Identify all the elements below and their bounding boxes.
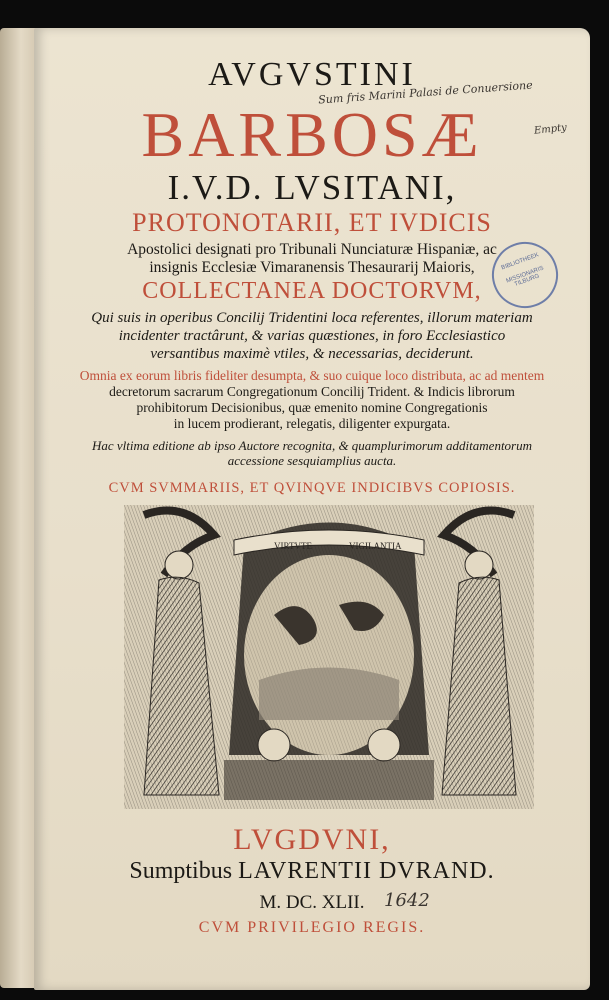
body-line: Omnia ex eorum libris fideliter desumpta, & suo cuique loco distributa, ac ad mentem	[79, 368, 545, 383]
edition-line: accessione sesquiamplius aucta.	[227, 453, 397, 468]
description-line: incidenter tractârunt, & varias quæstiones, in foro Ecclesiastico	[118, 328, 506, 344]
summaries-line: CVM SVMMARIIS, ET QVINQVE INDICIBVS COPIOSIS.	[108, 480, 516, 496]
imprint-year: M. DC. XLII.	[259, 892, 365, 913]
author-first-name: AVGVSTINI	[208, 56, 416, 93]
publisher-prefix: Sumptibus	[129, 858, 233, 884]
book-spine-edge	[0, 28, 38, 988]
description-line: Qui suis in operibus Concilij Tridentini loca referentes, illorum materiam	[91, 310, 533, 326]
description-line: versantibus maximè vtiles, & necessarias, deciderunt.	[150, 346, 474, 362]
banner-left-text: VIRTVTE	[274, 541, 312, 551]
stamp-line-2: MISSIONARIS TILBURG	[505, 265, 545, 288]
title-page	[34, 28, 590, 990]
imprint-privilege: CVM PRIVILEGIO REGIS.	[198, 919, 426, 936]
handwritten-note-2: Empty	[533, 122, 568, 137]
office-line-2: Apostolici designati pro Tribunali Nunciaturæ Hispaniæ, ac	[127, 241, 497, 258]
office-line-3: insignis Ecclesiæ Vimaranensis Thesaurarij Maioris,	[149, 259, 475, 276]
banner-right-text: VIGILANTIA	[349, 541, 402, 551]
body-line: in lucem prodierant, relegatis, diligenter expurgata.	[173, 416, 451, 431]
author-office: PROTONOTARII, ET IVDICIS	[132, 208, 492, 237]
imprint-place: LVGDVNI,	[233, 823, 391, 856]
publisher-name: LAVRENTII DVRAND.	[238, 858, 495, 884]
body-line: prohibitorum Decisionibus, quæ emenito nomine Congregationis	[136, 400, 488, 415]
work-title: COLLECTANEA DOCTORVM,	[142, 278, 482, 304]
edition-line: Hac vltima editione ab ipso Auctore recognita, & quamplurimorum additamentorum	[91, 438, 533, 453]
author-degree: I.V.D. LVSITANI,	[167, 168, 457, 207]
engraving-vignette	[124, 505, 534, 809]
body-line: decretorum sacrarum Congregationum Concilij Trident. & Indicis librorum	[109, 384, 515, 399]
author-last-name: BARBOSÆ	[141, 99, 483, 170]
imprint-publisher	[34, 858, 590, 885]
handwritten-ownership-note: Sum fris Marini Palasi de Conuersione	[317, 78, 534, 107]
stamp-line-1: BIBLIOTHEEK	[500, 252, 540, 272]
handwritten-year: 1642	[384, 890, 430, 911]
